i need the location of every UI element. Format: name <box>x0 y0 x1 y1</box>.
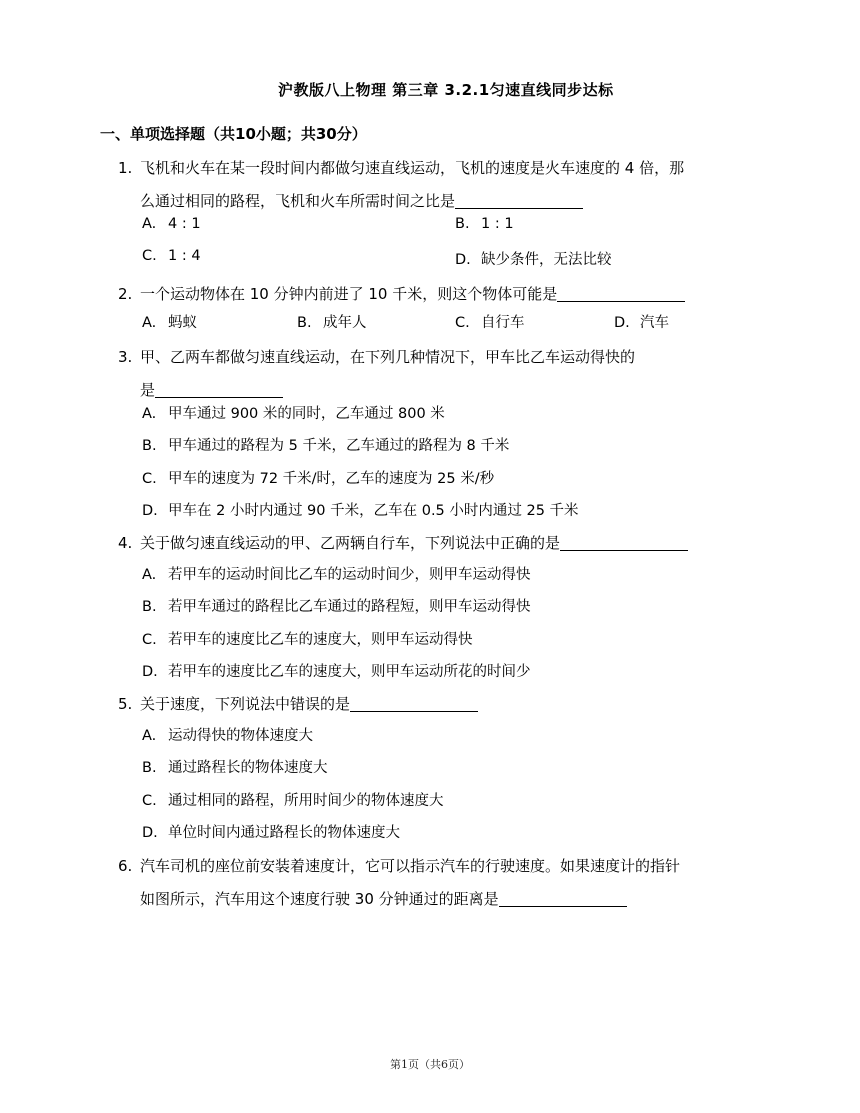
option-a[interactable]: A. 若甲车的运动时间比乙车的运动时间少，则甲车运动得快 <box>142 567 531 583</box>
question-number: 6. <box>118 857 133 875</box>
option-b[interactable]: B. 若甲车通过的路程比乙车通过的路程短，则甲车运动得快 <box>142 599 531 615</box>
question-number: 1. <box>118 159 133 177</box>
option-a[interactable]: A. 运动得快的物体速度大 <box>142 728 313 744</box>
page-footer: 第1页（共6页） <box>390 1058 470 1071</box>
question-number: 2. <box>118 285 133 303</box>
question-stem: 是 <box>140 381 156 399</box>
section-heading: 一、单项选择题（共10小题；共30分） <box>100 125 367 143</box>
option-b[interactable]: B. 1 : 1 <box>455 216 514 232</box>
option-b[interactable]: B. 成年人 <box>297 315 367 331</box>
answer-blank[interactable] <box>455 192 583 209</box>
option-a[interactable]: A. 蚂蚁 <box>142 315 197 331</box>
option-d[interactable]: D. 单位时间内通过路程长的物体速度大 <box>142 825 400 841</box>
option-a[interactable]: A. 甲车通过 900 米的同时，乙车通过 800 米 <box>142 406 445 422</box>
question-stem: 关于速度，下列说法中错误的是 <box>140 695 351 713</box>
question-stem: 一个运动物体在 10 分钟内前进了 10 千米，则这个物体可能是 <box>140 285 558 303</box>
answer-blank[interactable] <box>350 695 478 712</box>
option-c[interactable]: C. 自行车 <box>455 315 525 331</box>
question-number: 3. <box>118 348 133 366</box>
option-a[interactable]: A. 4 : 1 <box>142 216 201 232</box>
answer-blank[interactable] <box>499 890 627 907</box>
answer-blank[interactable] <box>155 381 283 398</box>
option-d[interactable]: D. 汽车 <box>614 315 669 331</box>
option-d[interactable]: D. 若甲车的速度比乙车的速度大，则甲车运动所花的时间少 <box>142 664 531 680</box>
option-c[interactable]: C. 甲车的速度为 72 千米/时，乙车的速度为 25 米/秒 <box>142 471 495 487</box>
option-c[interactable]: C. 通过相同的路程，所用时间少的物体速度大 <box>142 793 444 809</box>
option-c[interactable]: C. 若甲车的速度比乙车的速度大，则甲车运动得快 <box>142 632 473 648</box>
question-stem: 甲、乙两车都做匀速直线运动，在下列几种情况下，甲车比乙车运动得快的 <box>140 348 636 366</box>
question-stem: 么通过相同的路程，飞机和火车所需时间之比是 <box>140 192 456 210</box>
question-stem: 关于做匀速直线运动的甲、乙两辆自行车，下列说法中正确的是 <box>140 534 561 552</box>
question-stem: 如图所示，汽车用这个速度行驶 30 分钟通过的距离是 <box>140 890 499 908</box>
option-d[interactable]: D. 甲车在 2 小时内通过 90 千米，乙车在 0.5 小时内通过 25 千米 <box>142 503 579 519</box>
question-number: 5. <box>118 695 133 713</box>
question-stem: 飞机和火车在某一段时间内都做匀速直线运动，飞机的速度是火车速度的 4 倍，那 <box>140 159 685 177</box>
option-d[interactable]: D. 缺少条件，无法比较 <box>455 252 612 268</box>
page-title: 沪教版八上物理 第三章 3.2.1匀速直线同步达标 <box>278 81 614 99</box>
option-b[interactable]: B. 甲车通过的路程为 5 千米，乙车通过的路程为 8 千米 <box>142 438 510 454</box>
answer-blank[interactable] <box>557 285 685 302</box>
question-stem: 汽车司机的座位前安装着速度计，它可以指示汽车的行驶速度。如果速度计的指针 <box>140 857 681 875</box>
option-c[interactable]: C. 1 : 4 <box>142 248 201 264</box>
option-b[interactable]: B. 通过路程长的物体速度大 <box>142 760 328 776</box>
answer-blank[interactable] <box>560 534 688 551</box>
question-number: 4. <box>118 534 133 552</box>
